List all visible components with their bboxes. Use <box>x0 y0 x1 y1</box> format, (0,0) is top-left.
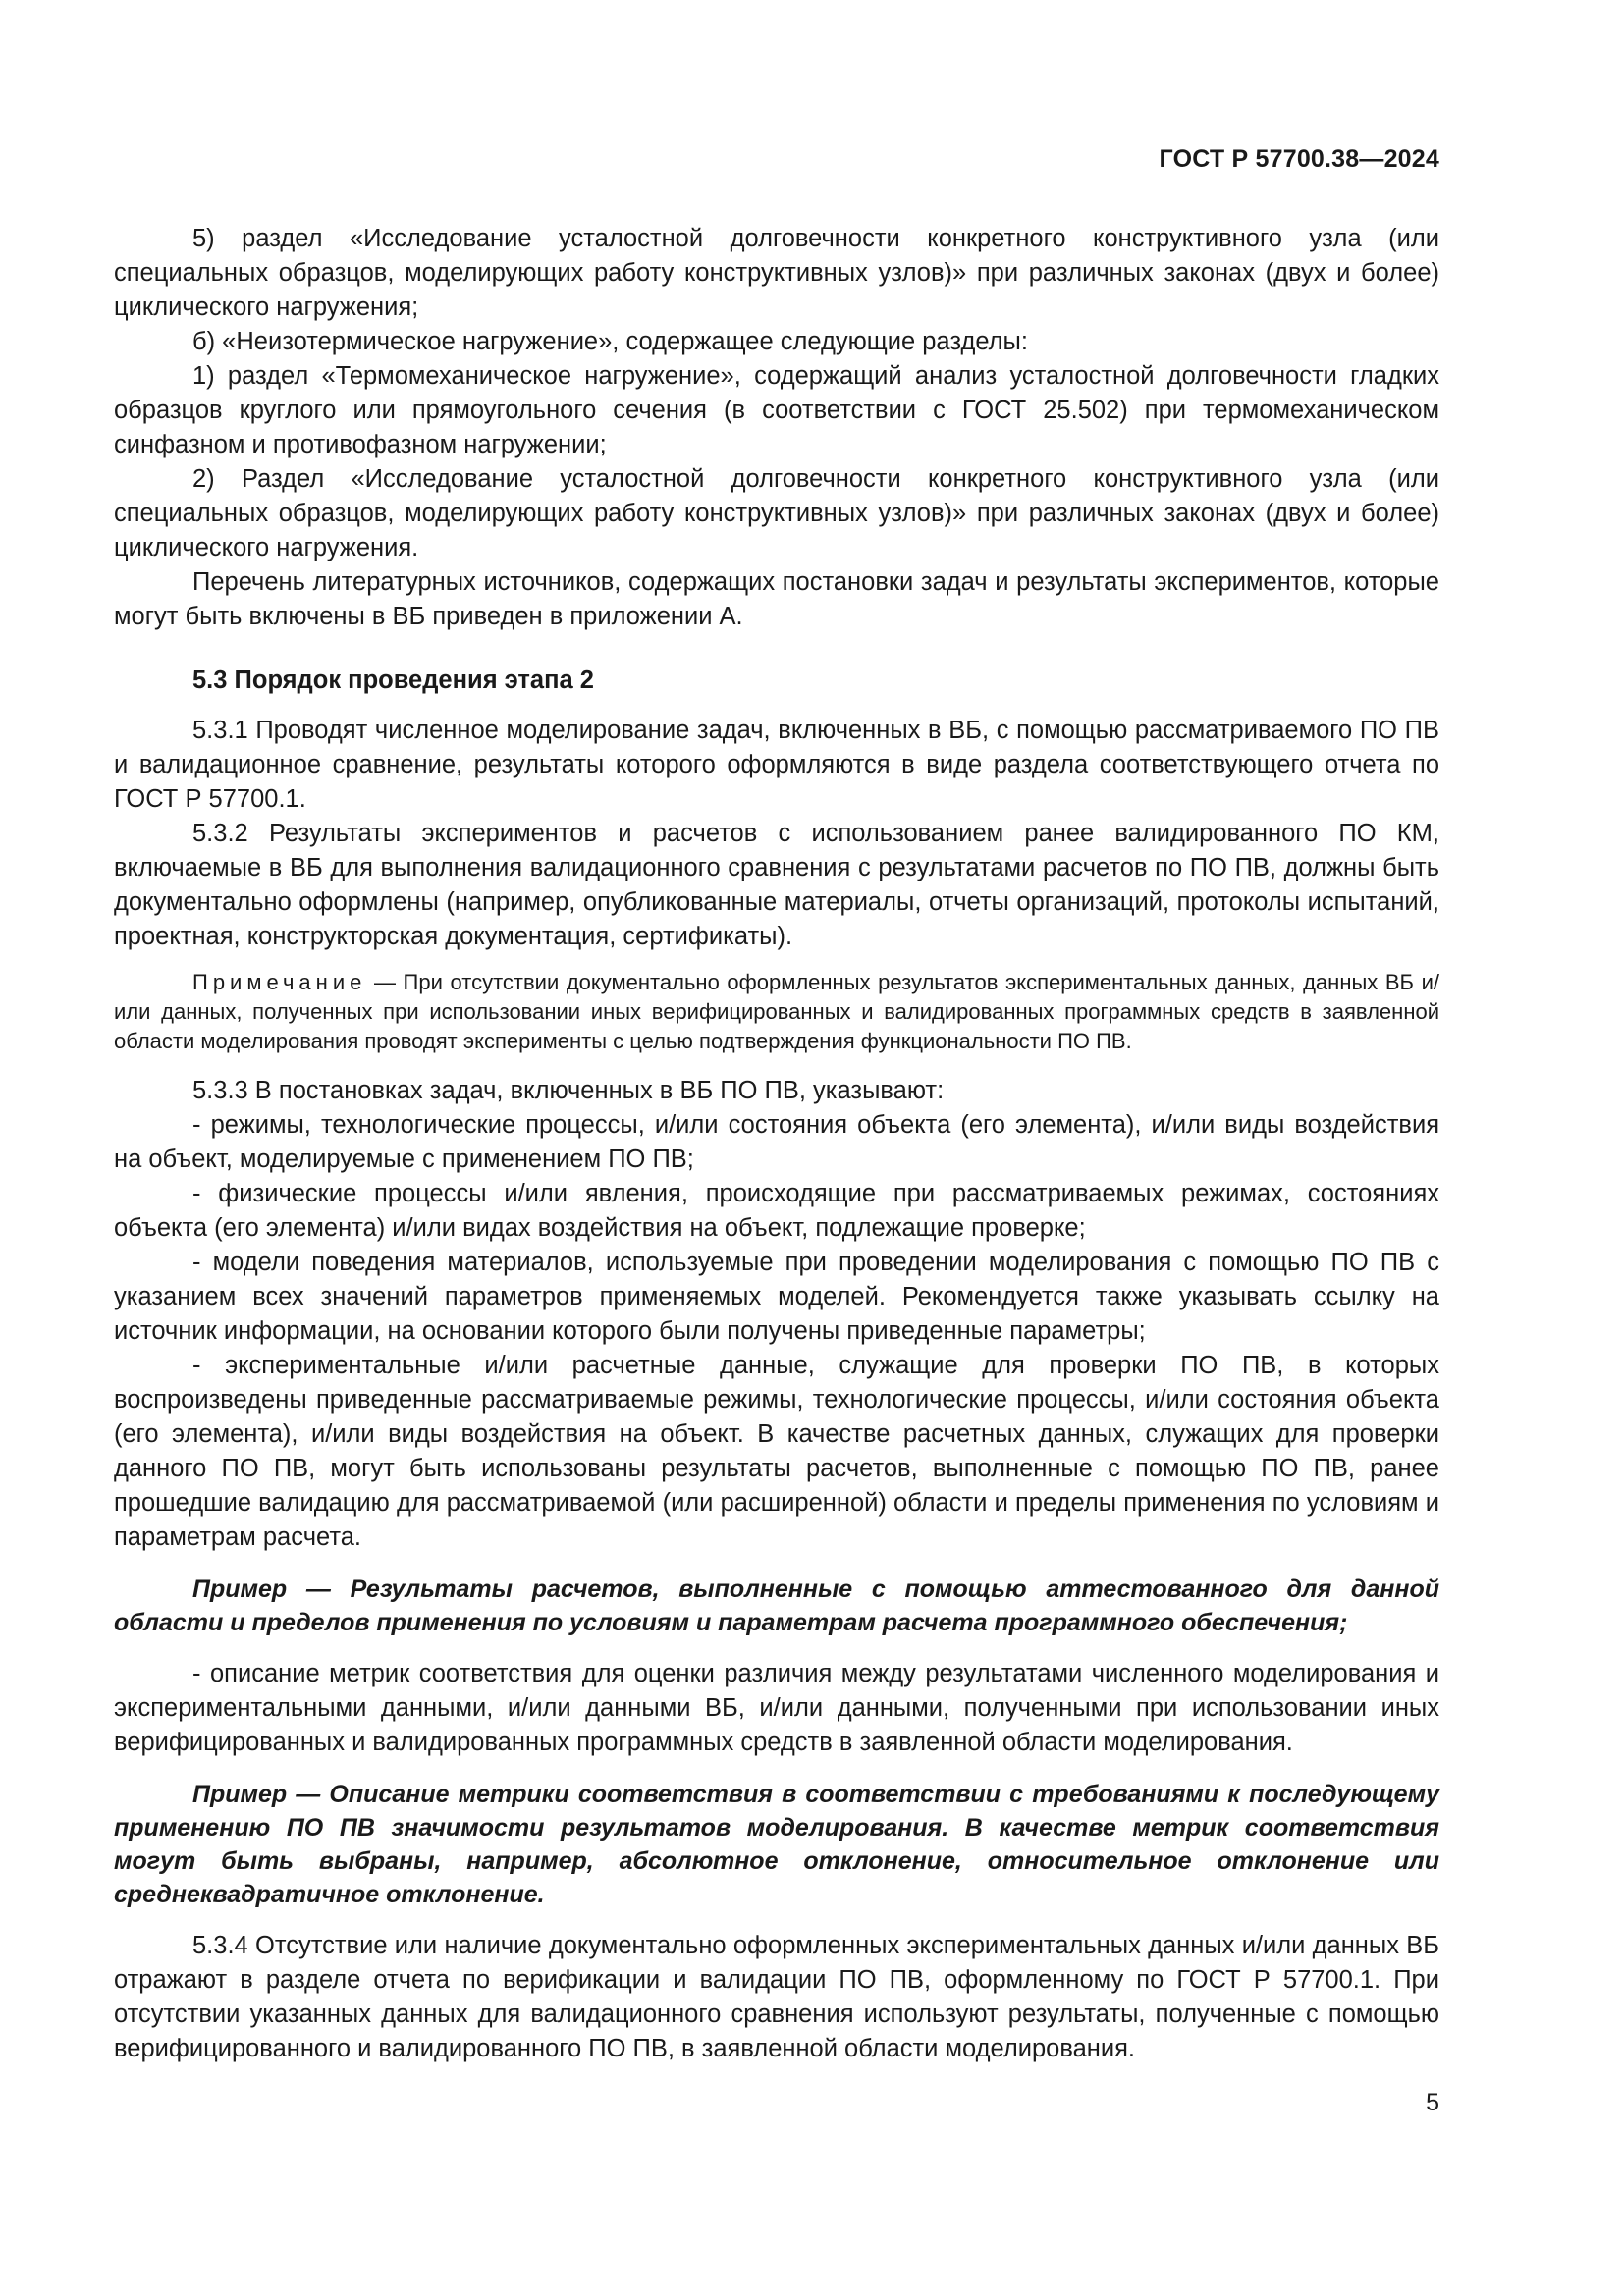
list-item-modes: - режимы, технологические процессы, и/или состояния объекта (его элемента), и/или виды воздействия на объект, моделируемые с применением ПО ПВ; <box>114 1111 1439 1173</box>
page-number: 5 <box>1426 2089 1439 2116</box>
paragraph-5-3-1: 5.3.1 Проводят численное моделирование задач, включенных в ВБ, с помощью рассматриваемого ПО ПВ и валидационное сравнение, результаты которого оформляются в виде раздела соответствующего отчета по ГОСТ Р 57700.1. <box>114 717 1439 813</box>
note-block <box>114 968 1439 1056</box>
section-heading-5-3: 5.3 Порядок проведения этапа 2 <box>192 667 594 694</box>
example-2: Пример — Описание метрики соответствия в соответствии с требованиями к последующему применению ПО ПВ значимости результатов моделирования. В качестве метрик соответствия могут быть выбраны, например, абсолютное отклонение, относительное отклонение или среднеквадратичное отклонение. <box>114 1781 1439 1908</box>
paragraph-5-3-2: 5.3.2 Результаты экспериментов и расчетов с использованием ранее валидированного ПО КМ, включаемые в ВБ для выполнения валидационного сравнения с результатами расчетов по ПО ПВ, должны быть документально оформлены (например, опубликованные материалы, отчеты организаций, протоколы испытаний, проектная, конструкторская документация, сертификаты). <box>114 820 1439 950</box>
document-body <box>114 222 1439 2066</box>
paragraph-5-3-4: 5.3.4 Отсутствие или наличие документально оформленных экспериментальных данных и/или данных ВБ отражают в разделе отчета по верификации и валидации ПО ПВ, оформленному по ГОСТ Р 57700.1. При отсутствии указанных данных для валидационного сравнения используют результаты, полученные с помощью верифицированного и валидированного ПО ПВ, в заявленной области моделирования. <box>114 1932 1439 2062</box>
list-item-metrics: - описание метрик соответствия для оценки различия между результатами численного моделирования и экспериментальными данными, и/или данными ВБ, и/или данными, полученными при использовании иных верифицированных и валидированных программных средств в заявленной области моделирования. <box>114 1660 1439 1756</box>
paragraph-item-b: б) «Неизотермическое нагружение», содержащее следующие разделы: <box>192 328 1028 355</box>
paragraph-5-3-3: 5.3.3 В постановках задач, включенных в ВБ ПО ПВ, указывают: <box>192 1077 945 1104</box>
note-text: — При отсутствии документально оформленных результатов экспериментальных данных, данных ВБ и/или данных, полученных при использовании иных верифицированных и валидированных программных средств в заявленной области моделирования проводят эксперименты с целью подтверждения функциональности ПО ПВ. <box>114 970 1439 1053</box>
note-label: Примечание <box>192 970 367 994</box>
document-header-id: ГОСТ Р 57700.38—2024 <box>1159 145 1439 173</box>
list-item-material-models: - модели поведения материалов, используемые при проведении моделирования с помощью ПО ПВ с указанием всех значений параметров применяемых моделей. Рекомендуется также указывать ссылку на источник информации, на основании которого были получены приведенные параметры; <box>114 1249 1439 1345</box>
paragraph-item-5: 5) раздел «Исследование усталостной долговечности конкретного конструктивного узла (или специальных образцов, моделирующих работу конструктивных узлов)» при различных законах (двух и более) циклического нагружения; <box>114 225 1439 321</box>
paragraph-item-b1: 1) раздел «Термомеханическое нагружение», содержащий анализ усталостной долговечности гладких образцов круглого или прямоугольного сечения (в соответствии с ГОСТ 25.502) при термомеханическом синфазном и противофазном нагружении; <box>114 362 1439 458</box>
example-1: Пример — Результаты расчетов, выполненные с помощью аттестованного для данной области и пределов применения по условиям и параметрам расчета программного обеспечения; <box>114 1575 1439 1636</box>
paragraph-sources: Перечень литературных источников, содержащих постановки задач и результаты экспериментов, которые могут быть включены в ВБ приведен в приложении А. <box>114 568 1439 630</box>
paragraph-item-b2: 2) Раздел «Исследование усталостной долговечности конкретного конструктивного узла (или специальных образцов, моделирующих работу конструктивных узлов)» при различных законах (двух и более) циклического нагружения. <box>114 465 1439 561</box>
list-item-experimental-data: - экспериментальные и/или расчетные данные, служащие для проверки ПО ПВ, в которых воспроизведены приведенные рассматриваемые режимы, технологические процессы, и/или состояния объекта (его элемента), и/или виды воздействия на объект. В качестве расчетных данных, служащих для проверки данного ПО ПВ, могут быть использованы результаты расчетов, выполненные с помощью ПО ПВ, ранее прошедшие валидацию для рассматриваемой (или расширенной) области и пределы применения по условиям и параметрам расчета. <box>114 1352 1439 1551</box>
list-item-physical-processes: - физические процессы и/или явления, происходящие при рассматриваемых режимах, состояниях объекта (его элемента) и/или видах воздействия на объект, подлежащие проверке; <box>114 1180 1439 1242</box>
